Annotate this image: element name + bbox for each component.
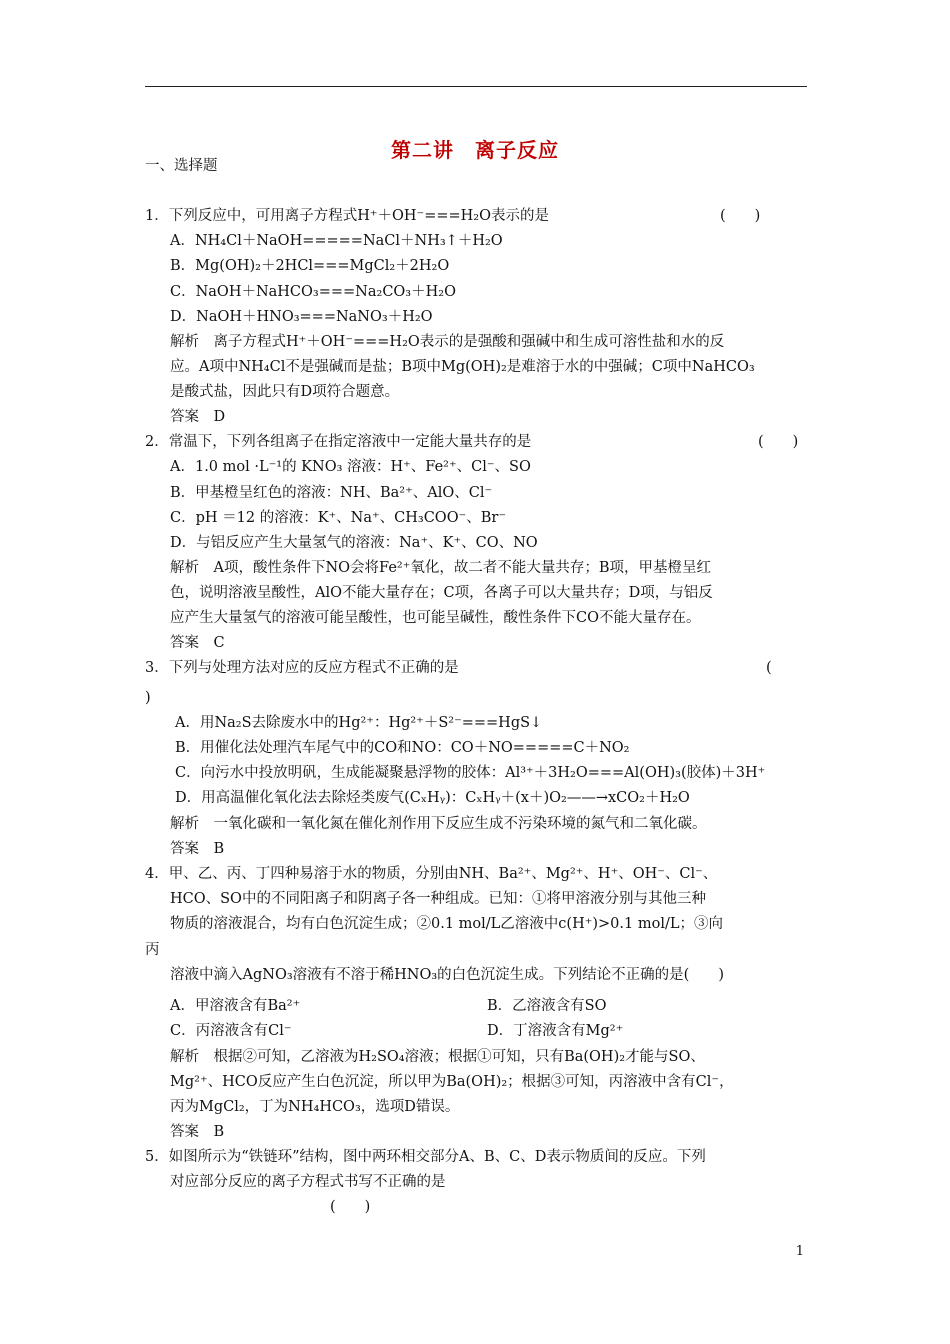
text-line: B．甲基橙呈红色的溶液：NH、Ba²⁺、AlO、Cl⁻ bbox=[170, 485, 493, 501]
text-line: 解析 离子方程式H⁺＋OH⁻===H₂O表示的是强酸和强碱中和生成可溶性盐和水的反 bbox=[170, 334, 725, 350]
text-line: 解析 一氧化碳和一氧化氮在催化剂作用下反应生成不污染环境的氮气和二氧化碳。 bbox=[170, 816, 707, 832]
header-rule bbox=[145, 86, 807, 87]
text-line: 2．常温下，下列各组离子在指定溶液中一定能大量共存的是 bbox=[145, 434, 532, 450]
page-title: 第二讲 离子反应 bbox=[391, 138, 559, 162]
text-line: A．用Na₂S去除废水中的Hg²⁺：Hg²⁺＋S²⁻===HgS↓ bbox=[175, 715, 543, 731]
text-line: A．1.0 mol ·L⁻¹的 KNO₃ 溶液：H⁺、Fe²⁺、Cl⁻、SO bbox=[170, 459, 531, 475]
text-line: 物质的溶液混合，均有白色沉淀生成；②0.1 mol/L乙溶液中c(H⁺)>0.1 mol/L；③向 bbox=[170, 916, 723, 932]
text-line: B．Mg(OH)₂＋2HCl===MgCl₂＋2H₂O bbox=[170, 258, 450, 274]
answer-bracket: ( ) bbox=[330, 1199, 371, 1215]
text-line: 答案 B bbox=[170, 1124, 225, 1140]
text-line: 溶液中滴入AgNO₃溶液有不溶于稀HNO₃的白色沉淀生成。下列结论不正确的是( ) bbox=[170, 967, 724, 983]
text-line: 色，说明溶液呈酸性，AlO不能大量存在；C项，各离子可以大量共存；D项，与铝反 bbox=[170, 585, 713, 601]
text-line: D．NaOH＋HNO₃===NaNO₃＋H₂O bbox=[170, 309, 433, 325]
text-line: ) bbox=[145, 690, 151, 706]
text-line: 答案 C bbox=[170, 635, 225, 651]
text-line: HCO、SO中的不同阳离子和阴离子各一种组成。已知：①将甲溶液分别与其他三种 bbox=[170, 891, 706, 907]
text-line: Mg²⁺、HCO反应产生白色沉淀，所以甲为Ba(OH)₂；根据③可知，丙溶液中含有Cl⁻， bbox=[170, 1074, 734, 1090]
answer-bracket: ( ) bbox=[720, 208, 761, 224]
text-line: 丙为MgCl₂，丁为NH₄HCO₃，选项D错误。 bbox=[170, 1099, 460, 1115]
text-line: 丙 bbox=[145, 942, 160, 958]
text-line: B．用催化法处理汽车尾气中的CO和NO：CO＋NO=====C＋NO₂ bbox=[175, 740, 630, 756]
text-line: A．甲溶液含有Ba²⁺ bbox=[170, 998, 301, 1014]
text-line: C．NaOH＋NaHCO₃===Na₂CO₃＋H₂O bbox=[170, 284, 456, 300]
text-line: 答案 D bbox=[170, 409, 226, 425]
text-line: 5．如图所示为“铁链环”结构，图中两环相交部分A、B、C、D表示物质间的反应。下列 bbox=[145, 1149, 706, 1165]
text-line: C．pH ＝12 的溶液：K⁺、Na⁺、CH₃COO⁻、Br⁻ bbox=[170, 510, 506, 526]
page-number: 1 bbox=[795, 1244, 804, 1259]
text-line: 4．甲、乙、丙、丁四种易溶于水的物质，分别由NH、Ba²⁺、Mg²⁺、H⁺、OH⁻、Cl⁻、 bbox=[145, 866, 718, 882]
text-line: 答案 B bbox=[170, 841, 225, 857]
text-line: C．丙溶液含有Cl⁻ bbox=[170, 1023, 292, 1039]
text-line: C．向污水中投放明矾，生成能凝聚悬浮物的胶体：Al³⁺＋3H₂O===Al(OH)₃(胶体)＋3H⁺ bbox=[175, 765, 766, 781]
text-line: D．丁溶液含有Mg²⁺ bbox=[487, 1023, 624, 1039]
text-line: 3．下列与处理方法对应的反应方程式不正确的是 bbox=[145, 660, 459, 676]
answer-bracket: ( bbox=[766, 660, 772, 676]
answer-bracket: ( ) bbox=[758, 434, 799, 450]
text-line: 应产生大量氢气的溶液可能呈酸性，也可能呈碱性，酸性条件下CO不能大量存在。 bbox=[170, 610, 701, 626]
text-line: A．NH₄Cl＋NaOH=====NaCl＋NH₃↑＋H₂O bbox=[170, 233, 503, 249]
text-line: 解析 A项，酸性条件下NO会将Fe²⁺氧化，故二者不能大量共存；B项，甲基橙呈红 bbox=[170, 560, 712, 576]
text-line: 1．下列反应中，可用离子方程式H⁺＋OH⁻===H₂O表示的是 bbox=[145, 208, 550, 224]
section-heading: 一、选择题 bbox=[145, 158, 218, 174]
text-line: B．乙溶液含有SO bbox=[487, 998, 607, 1014]
text-line: 对应部分反应的离子方程式书写不正确的是 bbox=[170, 1174, 446, 1190]
text-line: 是酸式盐，因此只有D项符合题意。 bbox=[170, 384, 400, 400]
text-line: D．用高温催化氧化法去除烃类废气(CₓHᵧ)：CₓHᵧ＋(x＋)O₂——→xCO₂＋H₂O bbox=[175, 790, 690, 806]
text-line: 应。A项中NH₄Cl不是强碱而是盐；B项中Mg(OH)₂是难溶于水的中强碱；C项中NaHCO₃ bbox=[170, 359, 755, 375]
text-line: D．与铝反应产生大量氢气的溶液：Na⁺、K⁺、CO、NO bbox=[170, 535, 538, 551]
text-line: 解析 根据②可知，乙溶液为H₂SO₄溶液；根据①可知，只有Ba(OH)₂才能与SO、 bbox=[170, 1049, 705, 1065]
